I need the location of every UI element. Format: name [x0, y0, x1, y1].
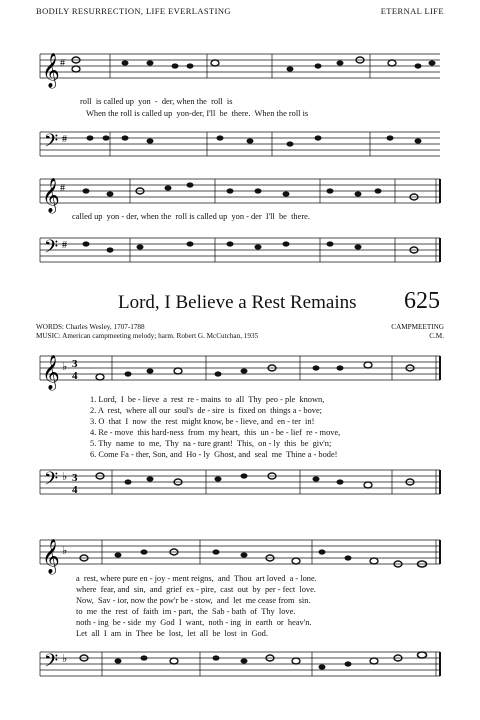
treble-clef-icon: 𝄞	[42, 356, 60, 389]
meter: C.M.	[429, 332, 444, 340]
system1-lyric-bottom: When the roll is called up yon-der, I'll be there. When the roll is	[86, 109, 309, 118]
system2-bass-staff	[0, 224, 480, 284]
hymn-number: 625	[404, 288, 440, 314]
stanza-2-line-a: 2. A rest, where all our soul's de - sire is fixed on things a - bove;	[90, 406, 323, 415]
system1-treble-staff	[0, 40, 480, 100]
bass-clef-icon: 𝄢	[44, 650, 59, 675]
stanza-2-line-b: where fear, and sin, and grief ex - pire, cast out by per - fect love.	[76, 585, 316, 594]
svg-text:♭: ♭	[62, 653, 68, 665]
svg-text:♭: ♭	[62, 361, 68, 373]
running-header-right: ETERNAL LIFE	[380, 6, 444, 16]
svg-text:♭: ♭	[62, 545, 68, 557]
treble-clef-icon: 𝄞	[42, 540, 60, 573]
tune-name: CAMPMEETING	[391, 323, 444, 331]
svg-text:3: 3	[72, 358, 78, 370]
running-header-left: BODILY RESURRECTION, LIFE EVERLASTING	[36, 6, 231, 16]
bass-clef-icon: 𝄢	[44, 468, 59, 493]
system3-bass-staff	[0, 458, 480, 508]
music-credit: MUSIC: American campmeeting melody; harm. Robert G. McCutchan, 1935	[36, 332, 259, 340]
hymn-title: Lord, I Believe a Rest Remains	[118, 292, 357, 313]
svg-text:4: 4	[72, 484, 78, 496]
svg-text:#: #	[60, 183, 65, 194]
stanza-1-line-b: a rest, where pure en - joy - ment reigns, and Thou art loved a - lone.	[76, 574, 317, 583]
stanza-4-line-a: 4. Re - move this hard-ness from my heart, this un - be - lief re - move,	[90, 428, 341, 437]
stanza-6-line-a: 6. Come Fa - ther, Son, and Ho - ly Ghost, and seal me Thine a - bode!	[90, 450, 338, 459]
stanza-5-line-a: 5. Thy name to me, Thy na - ture grant! This, on - ly this be giv'n;	[90, 439, 332, 448]
stanza-5-line-b: noth - ing be - side my God I want, noth - ing in earth or heav'n.	[76, 618, 312, 627]
stanza-3-line-a: 3. O that I now the rest might know, be - lieve, and en - ter in!	[90, 417, 315, 426]
system4-bass-staff	[0, 640, 480, 690]
stanza-4-line-b: to me the rest of faith im - part, the Sab - bath of Thy love.	[76, 607, 296, 616]
system1-lyric-top: roll is called up yon - der, when the roll is	[80, 97, 233, 106]
svg-text:3: 3	[72, 472, 78, 484]
words-credit: WORDS: Charles Wesley, 1707-1788	[36, 323, 145, 331]
stanza-6-line-b: Let all I am in Thee be lost, let all be lost in God.	[76, 629, 268, 638]
stanza-1-line-a: 1. Lord, I be - lieve a rest re - mains to all Thy peo - ple known,	[90, 395, 325, 404]
treble-clef-icon: 𝄞	[42, 179, 60, 212]
svg-text:#: #	[62, 134, 67, 145]
svg-text:4: 4	[72, 370, 78, 382]
bass-clef-icon: 𝄢	[44, 236, 59, 261]
stanza-3-line-b: Now, Sav - ior, now the pow'r be - stow, and let me cease from sin.	[76, 596, 311, 605]
svg-text:#: #	[62, 240, 67, 251]
system2-lyric: called up yon - der, when the roll is called up yon - der I'll be there.	[72, 212, 310, 221]
system4-treble-staff	[0, 528, 480, 578]
bass-clef-icon: 𝄢	[44, 130, 59, 155]
system3-treble-staff	[0, 344, 480, 394]
svg-text:♭: ♭	[62, 471, 68, 483]
treble-clef-icon: 𝄞	[42, 54, 60, 87]
svg-text:#: #	[60, 58, 65, 69]
